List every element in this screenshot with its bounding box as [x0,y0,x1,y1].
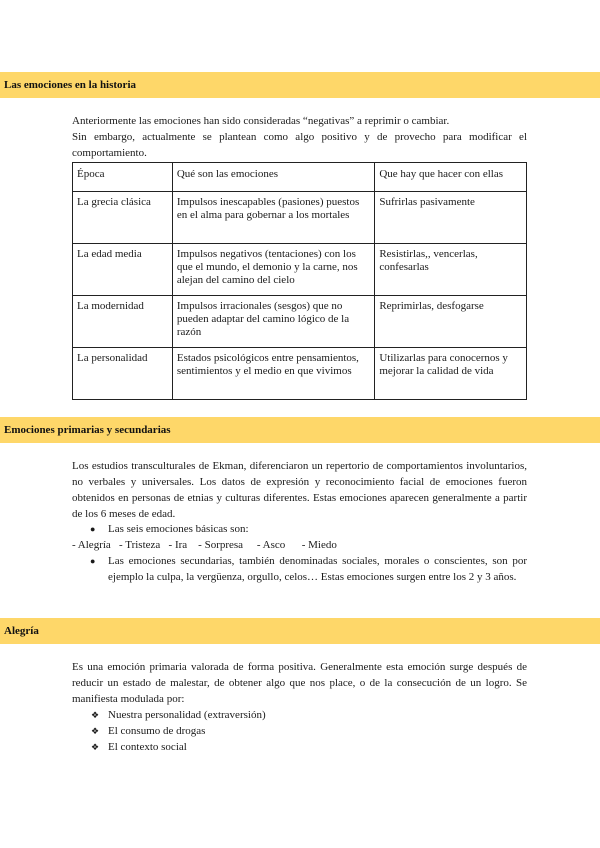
alegria-paragraph: Es una emoción primaria valorada de forma positiva. Generalmente esta emoción surge después de reducir un estado de malestar, de obtener algo que nos place, o de la consecución de un logro. Se manifiesta modulada por: [72,661,527,705]
diamond-bullet-icon: ❖ [91,710,100,720]
column-header-epoca: Época [73,163,173,192]
cell-que-hacer: Sufrirlas pasivamente [375,192,527,244]
historia-table [72,162,527,400]
basic-emotions-line: - Alegría - Tristeza - Ira - Sorpresa - Asco - Miedo [72,539,337,551]
section-header-alegria [0,618,600,644]
section-title-historia: Las emociones en la historia [4,79,136,91]
list-item [72,723,266,739]
secondary-emotions-bullet [72,553,527,585]
table-header-row [73,163,527,192]
diamond-bullet-icon: ❖ [91,742,100,752]
diamond-bullet-icon: ❖ [91,726,100,736]
historia-intro-line2: Sin embargo, actualmente se plantean como algo positivo y de provecho para modificar el comportamiento. [72,131,527,159]
alegria-modulators-list [72,707,266,755]
cell-que-hacer: Resistirlas,, vencerlas, confesarlas [375,244,527,296]
cell-epoca: La grecia clásica [73,192,173,244]
column-header-que-son: Qué son las emociones [172,163,374,192]
column-header-que-hacer: Que hay que hacer con ellas [375,163,527,192]
list-item-text: El consumo de drogas [108,725,206,737]
cell-que-son: Estados psicológicos entre pensamientos, sentimientos y el medio en que vivimos [172,348,374,400]
cell-epoca: La personalidad [73,348,173,400]
cell-que-son: Impulsos negativos (tentaciones) con los que el mundo, el demonio y la carne, nos alejan del camino del cielo [172,244,374,296]
historia-intro-line1: Anteriormente las emociones han sido consideradas “negativas” a reprimir o cambiar. [72,115,450,127]
table-row [73,192,527,244]
list-item [72,707,266,723]
basic-emotions-bullet [72,521,527,537]
section-header-historia [0,72,600,98]
cell-epoca: La modernidad [73,296,173,348]
bullet-icon: ● [90,556,96,566]
table-row [73,348,527,400]
cell-epoca: La edad media [73,244,173,296]
list-item-text: Las seis emociones básicas son: [108,523,249,535]
primarias-paragraph: Los estudios transculturales de Ekman, diferenciaron un repertorio de comportamientos involuntarios, no verbales y universales. Los datos de expresión y reconocimiento facial de emociones fueron obtenidos en personas de etnias y culturas diferentes. Estas emociones aparecen generalmente a partir de los 6 meses de edad. [72,460,527,520]
list-item [72,521,527,537]
table-row [73,244,527,296]
table-row [73,296,527,348]
list-item [72,553,527,585]
cell-que-son: Impulsos irracionales (sesgos) que no pueden adaptar del camino lógico de la razón [172,296,374,348]
cell-que-hacer: Reprimirlas, desfogarse [375,296,527,348]
cell-que-hacer: Utilizarlas para conocernos y mejorar la calidad de vida [375,348,527,400]
bullet-icon: ● [90,524,96,534]
list-item-text: El contexto social [108,741,187,753]
list-item-text: Nuestra personalidad (extraversión) [108,709,266,721]
section-title-alegria: Alegría [4,625,39,637]
cell-que-son: Impulsos inescapables (pasiones) puestos en el alma para gobernar a los mortales [172,192,374,244]
list-item [72,739,266,755]
section-header-primarias [0,417,600,443]
list-item-text: Las emociones secundarias, también denominadas sociales, morales o conscientes, son por ejemplo la culpa, la vergüenza, orgullo, celos… Estas emociones surgen entre los 2 y 3 años. [108,555,527,583]
section-title-primarias: Emociones primarias y secundarias [4,424,171,436]
